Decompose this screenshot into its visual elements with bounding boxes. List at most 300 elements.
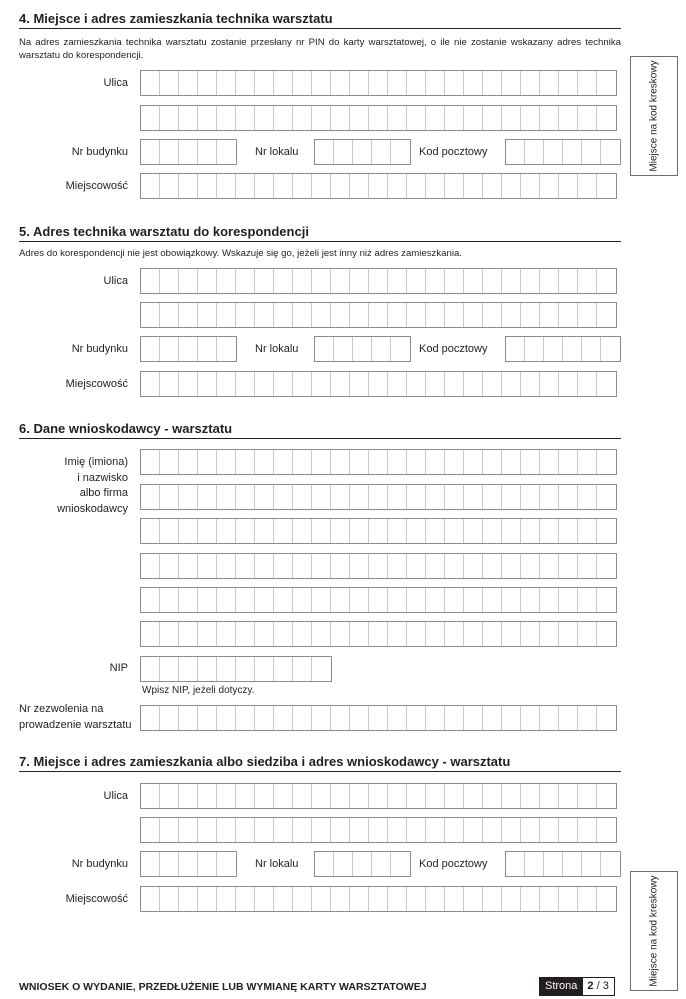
character-cell[interactable] [179,337,198,361]
character-cell[interactable] [293,174,312,198]
character-cell[interactable] [369,106,388,130]
character-cell[interactable] [578,588,597,612]
character-cell[interactable] [388,269,407,293]
postal-code-field[interactable] [505,139,621,165]
character-cell[interactable] [160,450,179,474]
character-cell[interactable] [483,106,502,130]
character-cell[interactable] [179,303,198,327]
character-cell[interactable] [597,372,616,396]
character-cell[interactable] [331,269,350,293]
character-cell[interactable] [353,852,372,876]
character-cell[interactable] [426,588,445,612]
character-cell[interactable] [255,106,274,130]
character-cell[interactable] [407,784,426,808]
character-cell[interactable] [578,71,597,95]
character-cell[interactable] [315,337,334,361]
character-cell[interactable] [141,485,160,509]
character-cell[interactable] [483,372,502,396]
character-cell[interactable] [331,784,350,808]
character-cell[interactable] [369,450,388,474]
character-cell[interactable] [293,106,312,130]
character-cell[interactable] [141,303,160,327]
character-cell[interactable] [350,71,369,95]
character-cell[interactable] [388,519,407,543]
character-cell[interactable] [388,450,407,474]
character-cell[interactable] [578,622,597,646]
character-cell[interactable] [502,174,521,198]
character-cell[interactable] [502,106,521,130]
character-cell[interactable] [483,887,502,911]
character-cell[interactable] [506,140,525,164]
character-cell[interactable] [483,71,502,95]
character-cell[interactable] [179,887,198,911]
character-cell[interactable] [217,71,236,95]
character-cell[interactable] [217,818,236,842]
character-cell[interactable] [521,303,540,327]
character-cell[interactable] [559,303,578,327]
character-cell[interactable] [160,887,179,911]
character-cell[interactable] [464,71,483,95]
character-cell[interactable] [255,657,274,681]
character-cell[interactable] [578,174,597,198]
character-cell[interactable] [217,485,236,509]
character-cell[interactable] [312,174,331,198]
character-cell[interactable] [578,106,597,130]
character-cell[interactable] [217,174,236,198]
character-cell[interactable] [369,174,388,198]
character-cell[interactable] [141,852,160,876]
character-cell[interactable] [293,71,312,95]
character-cell[interactable] [578,519,597,543]
character-cell[interactable] [160,588,179,612]
city-field[interactable] [140,173,617,199]
character-cell[interactable] [544,140,563,164]
character-cell[interactable] [236,706,255,730]
applicant-name-field[interactable] [140,449,617,475]
character-cell[interactable] [179,106,198,130]
character-cell[interactable] [217,554,236,578]
character-cell[interactable] [559,588,578,612]
street-field[interactable] [140,783,617,809]
character-cell[interactable] [217,450,236,474]
character-cell[interactable] [179,269,198,293]
character-cell[interactable] [445,622,464,646]
character-cell[interactable] [217,588,236,612]
character-cell[interactable] [198,450,217,474]
character-cell[interactable] [274,818,293,842]
character-cell[interactable] [141,269,160,293]
character-cell[interactable] [160,519,179,543]
character-cell[interactable] [544,852,563,876]
character-cell[interactable] [255,303,274,327]
character-cell[interactable] [369,71,388,95]
character-cell[interactable] [198,588,217,612]
character-cell[interactable] [563,852,582,876]
character-cell[interactable] [198,519,217,543]
character-cell[interactable] [407,269,426,293]
character-cell[interactable] [179,852,198,876]
character-cell[interactable] [141,818,160,842]
character-cell[interactable] [540,174,559,198]
character-cell[interactable] [331,706,350,730]
character-cell[interactable] [540,485,559,509]
character-cell[interactable] [540,706,559,730]
character-cell[interactable] [559,269,578,293]
character-cell[interactable] [426,887,445,911]
character-cell[interactable] [160,106,179,130]
character-cell[interactable] [464,588,483,612]
character-cell[interactable] [255,887,274,911]
character-cell[interactable] [350,588,369,612]
character-cell[interactable] [525,140,544,164]
character-cell[interactable] [331,106,350,130]
character-cell[interactable] [445,269,464,293]
character-cell[interactable] [601,337,620,361]
character-cell[interactable] [540,554,559,578]
character-cell[interactable] [483,485,502,509]
character-cell[interactable] [334,337,353,361]
character-cell[interactable] [160,818,179,842]
character-cell[interactable] [578,372,597,396]
character-cell[interactable] [312,303,331,327]
local-number-field[interactable] [314,336,411,362]
character-cell[interactable] [160,852,179,876]
character-cell[interactable] [483,588,502,612]
character-cell[interactable] [198,372,217,396]
character-cell[interactable] [274,485,293,509]
character-cell[interactable] [160,657,179,681]
character-cell[interactable] [445,784,464,808]
character-cell[interactable] [502,706,521,730]
character-cell[interactable] [236,554,255,578]
character-cell[interactable] [521,106,540,130]
character-cell[interactable] [578,887,597,911]
character-cell[interactable] [563,140,582,164]
character-cell[interactable] [483,174,502,198]
character-cell[interactable] [445,372,464,396]
character-cell[interactable] [388,818,407,842]
street-field-line-2[interactable] [140,817,617,843]
character-cell[interactable] [353,140,372,164]
local-number-field[interactable] [314,851,411,877]
character-cell[interactable] [483,622,502,646]
character-cell[interactable] [160,140,179,164]
character-cell[interactable] [312,657,331,681]
character-cell[interactable] [334,852,353,876]
character-cell[interactable] [445,71,464,95]
character-cell[interactable] [540,622,559,646]
character-cell[interactable] [540,303,559,327]
character-cell[interactable] [217,372,236,396]
character-cell[interactable] [502,71,521,95]
character-cell[interactable] [274,622,293,646]
character-cell[interactable] [521,554,540,578]
character-cell[interactable] [350,174,369,198]
character-cell[interactable] [445,519,464,543]
character-cell[interactable] [597,887,616,911]
character-cell[interactable] [217,519,236,543]
character-cell[interactable] [274,784,293,808]
character-cell[interactable] [426,784,445,808]
character-cell[interactable] [578,485,597,509]
character-cell[interactable] [331,303,350,327]
character-cell[interactable] [236,622,255,646]
character-cell[interactable] [274,71,293,95]
character-cell[interactable] [483,519,502,543]
character-cell[interactable] [179,706,198,730]
character-cell[interactable] [293,372,312,396]
character-cell[interactable] [426,818,445,842]
character-cell[interactable] [597,588,616,612]
character-cell[interactable] [521,71,540,95]
character-cell[interactable] [217,106,236,130]
character-cell[interactable] [141,706,160,730]
character-cell[interactable] [464,485,483,509]
character-cell[interactable] [350,887,369,911]
character-cell[interactable] [350,706,369,730]
character-cell[interactable] [236,588,255,612]
character-cell[interactable] [179,372,198,396]
character-cell[interactable] [331,174,350,198]
character-cell[interactable] [464,554,483,578]
character-cell[interactable] [521,818,540,842]
character-cell[interactable] [331,818,350,842]
character-cell[interactable] [388,174,407,198]
character-cell[interactable] [331,71,350,95]
character-cell[interactable] [198,818,217,842]
character-cell[interactable] [502,303,521,327]
character-cell[interactable] [217,887,236,911]
character-cell[interactable] [407,818,426,842]
character-cell[interactable] [559,450,578,474]
character-cell[interactable] [563,337,582,361]
character-cell[interactable] [217,852,236,876]
character-cell[interactable] [445,588,464,612]
character-cell[interactable] [426,372,445,396]
character-cell[interactable] [293,818,312,842]
character-cell[interactable] [141,71,160,95]
building-number-field[interactable] [140,336,237,362]
character-cell[interactable] [331,485,350,509]
character-cell[interactable] [160,269,179,293]
character-cell[interactable] [544,337,563,361]
character-cell[interactable] [540,588,559,612]
character-cell[interactable] [388,706,407,730]
building-number-field[interactable] [140,139,237,165]
character-cell[interactable] [369,622,388,646]
character-cell[interactable] [506,337,525,361]
character-cell[interactable] [350,622,369,646]
character-cell[interactable] [597,269,616,293]
character-cell[interactable] [141,372,160,396]
character-cell[interactable] [407,622,426,646]
character-cell[interactable] [559,554,578,578]
character-cell[interactable] [331,519,350,543]
character-cell[interactable] [388,887,407,911]
character-cell[interactable] [426,174,445,198]
character-cell[interactable] [407,588,426,612]
character-cell[interactable] [582,852,601,876]
character-cell[interactable] [179,818,198,842]
city-field[interactable] [140,371,617,397]
character-cell[interactable] [445,106,464,130]
character-cell[interactable] [445,303,464,327]
character-cell[interactable] [426,622,445,646]
character-cell[interactable] [578,554,597,578]
character-cell[interactable] [559,622,578,646]
character-cell[interactable] [198,622,217,646]
character-cell[interactable] [312,622,331,646]
character-cell[interactable] [312,269,331,293]
character-cell[interactable] [160,706,179,730]
character-cell[interactable] [255,784,274,808]
character-cell[interactable] [160,554,179,578]
character-cell[interactable] [141,784,160,808]
character-cell[interactable] [350,485,369,509]
character-cell[interactable] [255,450,274,474]
character-cell[interactable] [255,269,274,293]
character-cell[interactable] [198,852,217,876]
character-cell[interactable] [160,303,179,327]
character-cell[interactable] [198,657,217,681]
character-cell[interactable] [578,450,597,474]
character-cell[interactable] [540,71,559,95]
applicant-name-field-line-4[interactable] [140,553,617,579]
character-cell[interactable] [483,269,502,293]
character-cell[interactable] [559,71,578,95]
character-cell[interactable] [445,450,464,474]
character-cell[interactable] [274,519,293,543]
character-cell[interactable] [464,303,483,327]
applicant-name-field-line-5[interactable] [140,587,617,613]
character-cell[interactable] [559,174,578,198]
character-cell[interactable] [369,303,388,327]
character-cell[interactable] [578,784,597,808]
character-cell[interactable] [331,554,350,578]
character-cell[interactable] [521,269,540,293]
nip-field[interactable] [140,656,332,682]
character-cell[interactable] [483,303,502,327]
character-cell[interactable] [582,337,601,361]
character-cell[interactable] [315,852,334,876]
character-cell[interactable] [160,622,179,646]
character-cell[interactable] [160,337,179,361]
character-cell[interactable] [445,485,464,509]
character-cell[interactable] [179,140,198,164]
character-cell[interactable] [597,622,616,646]
character-cell[interactable] [388,303,407,327]
character-cell[interactable] [274,554,293,578]
character-cell[interactable] [293,588,312,612]
character-cell[interactable] [312,588,331,612]
character-cell[interactable] [255,706,274,730]
character-cell[interactable] [540,887,559,911]
character-cell[interactable] [236,174,255,198]
character-cell[interactable] [426,450,445,474]
character-cell[interactable] [160,174,179,198]
character-cell[interactable] [198,485,217,509]
character-cell[interactable] [312,450,331,474]
character-cell[interactable] [502,784,521,808]
character-cell[interactable] [141,588,160,612]
character-cell[interactable] [388,784,407,808]
character-cell[interactable] [255,588,274,612]
character-cell[interactable] [293,706,312,730]
character-cell[interactable] [369,588,388,612]
character-cell[interactable] [597,106,616,130]
street-field[interactable] [140,268,617,294]
character-cell[interactable] [160,71,179,95]
character-cell[interactable] [179,519,198,543]
character-cell[interactable] [350,450,369,474]
character-cell[interactable] [274,106,293,130]
character-cell[interactable] [255,174,274,198]
character-cell[interactable] [407,71,426,95]
character-cell[interactable] [312,706,331,730]
character-cell[interactable] [255,554,274,578]
character-cell[interactable] [559,887,578,911]
character-cell[interactable] [559,106,578,130]
character-cell[interactable] [293,657,312,681]
applicant-name-field-line-3[interactable] [140,518,617,544]
character-cell[interactable] [274,706,293,730]
character-cell[interactable] [578,303,597,327]
character-cell[interactable] [160,485,179,509]
character-cell[interactable] [464,174,483,198]
character-cell[interactable] [255,372,274,396]
character-cell[interactable] [179,657,198,681]
character-cell[interactable] [502,372,521,396]
character-cell[interactable] [372,140,391,164]
character-cell[interactable] [217,269,236,293]
character-cell[interactable] [293,784,312,808]
character-cell[interactable] [160,372,179,396]
character-cell[interactable] [179,485,198,509]
character-cell[interactable] [217,657,236,681]
character-cell[interactable] [388,554,407,578]
character-cell[interactable] [540,818,559,842]
character-cell[interactable] [293,450,312,474]
character-cell[interactable] [540,106,559,130]
character-cell[interactable] [521,519,540,543]
character-cell[interactable] [521,372,540,396]
character-cell[interactable] [521,174,540,198]
character-cell[interactable] [388,485,407,509]
street-field[interactable] [140,70,617,96]
character-cell[interactable] [236,784,255,808]
character-cell[interactable] [388,71,407,95]
character-cell[interactable] [521,485,540,509]
character-cell[interactable] [353,337,372,361]
character-cell[interactable] [506,852,525,876]
character-cell[interactable] [407,706,426,730]
character-cell[interactable] [407,485,426,509]
character-cell[interactable] [483,706,502,730]
character-cell[interactable] [236,269,255,293]
character-cell[interactable] [407,450,426,474]
character-cell[interactable] [198,337,217,361]
character-cell[interactable] [350,554,369,578]
character-cell[interactable] [179,588,198,612]
character-cell[interactable] [388,622,407,646]
character-cell[interactable] [179,554,198,578]
character-cell[interactable] [312,106,331,130]
character-cell[interactable] [274,887,293,911]
character-cell[interactable] [521,588,540,612]
applicant-name-field-line-6[interactable] [140,621,617,647]
character-cell[interactable] [141,106,160,130]
character-cell[interactable] [464,106,483,130]
